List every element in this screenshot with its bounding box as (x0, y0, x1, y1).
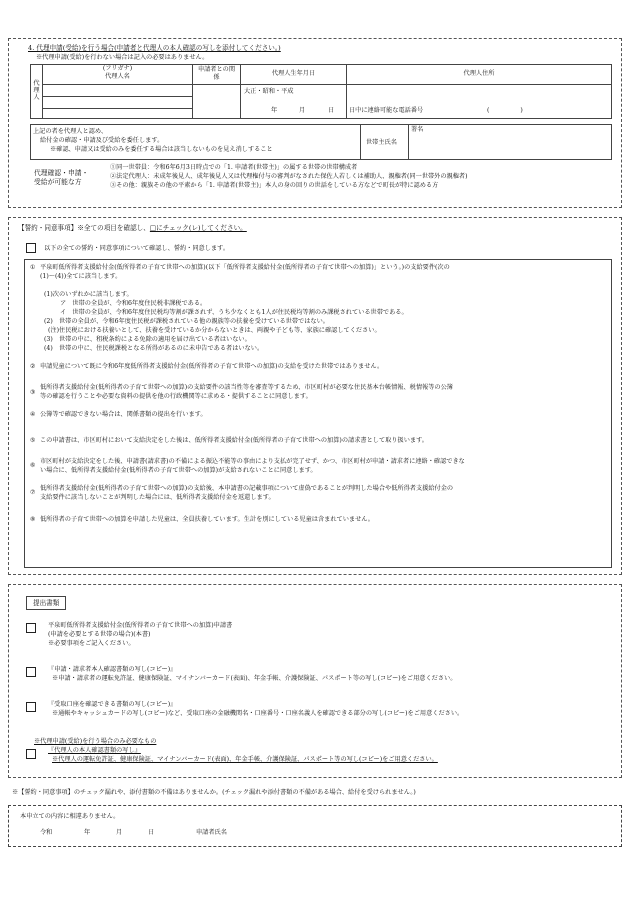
consent-line2: 給付金の確認・申請及び受給を委任します。 (40, 137, 164, 144)
proxy-heading: 4. 代理申請(受給)を行う場合(申請者と代理人の本人確認の写しを添付してください。) (28, 44, 281, 52)
consent-line1: 上記の者を代理人と認め、 (33, 128, 108, 135)
cond2-note: (注)住民税における扶養いとして、扶養を受けているか分からないときは、両親や子ども等、家族に確認してください。 (48, 327, 381, 334)
item5: この申請書は、市区町村において支給決定をした後は、低所得者支援給付金(低所得者の子育て世帯への加算)の請求書として取り扱います。 (40, 437, 428, 444)
doc1-checkbox[interactable] (26, 623, 36, 633)
doc1-note: ※必要事項をご記入ください。 (48, 640, 135, 647)
cond1a: ア 世帯の全員が、令和6年度住民税非課税である。 (60, 300, 207, 307)
item2: 申請児童について既に令和6年度低所得者支援給付金(低所得者の子育て世帯への加算)の支給を受けた世帯ではありません。 (40, 363, 384, 370)
proxy-note: ※代理申請(受給)を行わない場合は記入の必要はありません。 (36, 54, 209, 61)
proxy-side-label: 代理人 (31, 65, 43, 119)
consent-divider (360, 124, 361, 160)
declaration-text: 本申立ての内容に相違ありません。 (20, 813, 120, 820)
proxy-name-input[interactable] (43, 96, 193, 108)
cond2: (2) 世帯の全員が、令和6年度住民税が課税されている他の親族等の扶養を受けている世帯ではない。 (44, 318, 329, 325)
eligible-item-1: ①同一世帯員：令和6年6月3日時点での「1. 申請者(世帯主)」の属する世帯の世帯構成者 (110, 164, 358, 171)
doc2-title: 『申請・請求者本人確認書類の写し(コピー)』 (48, 666, 177, 673)
item6-line1: 市区町村が支給決定をした後、申請書(請求書)の不備による振込不能等の事由により支払が完了せず、かつ、市区町村が申請・請求者に連絡・確認できな (40, 458, 465, 465)
cond1b: イ 世帯の全員が、令和6年度住民税均等割が課されず、うち少なくとも1人が住民税均等割のみ課税されている世帯である。 (60, 309, 408, 316)
item4: 公簿等で確認できない場合は、関係書類の提出を行います。 (40, 411, 207, 418)
oath-heading: 【誓約・同意事項】※全ての項目を確認し、□にチェック(レ)してください。 (18, 224, 247, 232)
eligible-item-2: ②法定代理人：未成年後見人、成年後見人又は代理権付与の審判がなされた保佐人若しくは補助人、親権者(同一世帯外の親権者) (110, 173, 468, 180)
signature-label: 署名 (411, 126, 424, 133)
relation-input[interactable] (193, 84, 241, 118)
footer-warning: ※【誓約・同意事項】のチェック漏れや、添付書類の不備はありませんか。(チェック漏れや添付書類の不備がある場合、給付を受けられません。) (12, 789, 416, 796)
doc2-note: ※申請・請求者の運転免許証、健康保険証、マイナンバーカード(表面)、年金手帳、介護保険証、パスポート等の写し(コピー)をご用意ください。 (52, 675, 457, 682)
relation-header: 申請者との関係 (193, 65, 241, 85)
birth-day-unit: 日 (328, 106, 335, 114)
eligible-label-2: 受給が可能な方 (34, 178, 82, 186)
consent-line3: ※確認、申請又は受給のみを委任する場合は該当しないものを見え消しすること (50, 146, 273, 153)
proxy-name-input-2[interactable] (43, 108, 193, 118)
proxy-table (30, 64, 612, 119)
doc1-sub: (申請を必要とする世帯の場合)(本書) (48, 631, 151, 638)
eligible-item-3: ③その他：親族その他の平素から「1. 申請者(世帯主)」本人の身の回りの世話をしている方などで町長が特に認める方 (110, 182, 439, 189)
item1-line1: 平泉町低所得者支援給付金(低所得者の子育て世帯への加算)(以下「低所得者支援給付金(低所得者の子育て世帯への加算)」という。)の支給要件(次の (40, 264, 450, 271)
doc2-checkbox[interactable] (26, 667, 36, 677)
address-input[interactable] (347, 84, 612, 118)
doc1-title: 平泉町低所得者支援給付金(低所得者の子育て世帯への加算)申請書 (48, 622, 233, 629)
doc4-header: ※代理申請(受給)を行う場合のみ必要なもの (34, 738, 157, 745)
doc4-note: ※代理人の運転免許証、健康保険証、マイナンバーカード(表面)、年金手帳、介護保険証、パスポート等の写し(コピー)をご用意ください。 (52, 756, 438, 763)
doc3-title: 『受取口座を確認できる書類の写し(コピー)』 (48, 701, 177, 708)
applicant-name-field[interactable] (240, 826, 440, 838)
phone-label: 日中に連絡可能な電話番号 (349, 107, 424, 115)
signature-field[interactable] (430, 128, 608, 156)
item8-num: ⑧ (30, 516, 36, 523)
item5-num: ⑤ (30, 437, 36, 444)
signature-divider (408, 124, 409, 160)
item7-line1: 低所得者支援給付金(低所得者の子育て世帯への加算)の支給後、本申請書の記載事項について虚偽であることが判明した場合や低所得者支援給付金の (40, 485, 454, 492)
item3-num: ③ (30, 389, 36, 396)
birth-year-unit: 年 (271, 106, 278, 114)
item6-line2: い場合に、低所得者支援給付金(低所得者の子育て世帯への加算)が支給されないことに同意します。 (40, 467, 317, 474)
item7-num: ⑦ (30, 489, 36, 496)
doc4-title: 『代理人の本人確認書類の写し』 (48, 747, 141, 754)
doc3-checkbox[interactable] (26, 702, 36, 712)
birth-month-unit: 月 (299, 106, 306, 114)
item7-line2: 支給要件に該当しないことが判明した場合には、低所得者支援給付金を返還します。 (40, 494, 275, 501)
date-day: 日 (148, 829, 155, 836)
documents-heading: 提出書類 (33, 599, 60, 607)
era-options: 大正・昭和・平成 (244, 87, 294, 95)
item1-num: ① (30, 264, 36, 271)
applicant-label: 申請者氏名 (196, 829, 227, 836)
doc4-checkbox[interactable] (26, 749, 36, 759)
head-name-label: 世帯主氏名 (366, 139, 397, 146)
cond1: (1)次のいずれかに該当します。 (44, 291, 133, 298)
eligible-label-1: 代理確認・申請・ (34, 169, 89, 177)
date-era: 令和 (40, 829, 53, 836)
date-year: 年 (84, 829, 91, 836)
item8: 低所得者の子育て世帯への加算を申請した児童は、全員扶養しています。生計を別にしている児童は含まれていません。 (40, 516, 374, 523)
cond3: (3) 世帯の中に、租税条約による免除の適用を届け出ている者はいない。 (44, 336, 251, 343)
proxy-furigana-input[interactable] (43, 84, 193, 96)
phone-parens: ( ) (487, 107, 523, 115)
cond4: (4) 世帯の中に、住民税課税となる所得があるのに未申告である者はいない。 (44, 345, 264, 352)
item4-num: ④ (30, 411, 36, 418)
item6-num: ⑥ (30, 462, 36, 469)
birth-input[interactable] (241, 84, 347, 118)
item1-line2: (1)～(4))全てに該当します。 (40, 273, 122, 280)
doc3-note: ※通帳やキャッシュカードの写し(コピー)など、受取口座の金融機関名・口座番号・口座名義人を確認できる部分の写し(コピー)をご用意ください。 (52, 710, 464, 717)
agree-all-checkbox[interactable] (26, 243, 36, 253)
proxy-furigana-header: (フリガナ) 代理人名 (43, 65, 193, 85)
birth-header: 代理人生年月日 (241, 65, 347, 85)
item2-num: ② (30, 363, 36, 370)
item3-line1: 低所得者支援給付金(低所得者の子育て世帯への加算)の支給要件の該当性等を審査等するため、市区町村が必要な住民基本台帳情報、税情報等の公簿 (40, 384, 453, 391)
item3-line2: 等の確認を行うことや必要な資料の提供を他の行政機関等に求める・提供することに同意します。 (40, 393, 312, 400)
date-month: 月 (116, 829, 123, 836)
address-header: 代理人住所 (347, 65, 612, 85)
agree-all-text: 以下の全ての誓約・同意事項について確認し、誓約・同意します。 (44, 245, 230, 252)
